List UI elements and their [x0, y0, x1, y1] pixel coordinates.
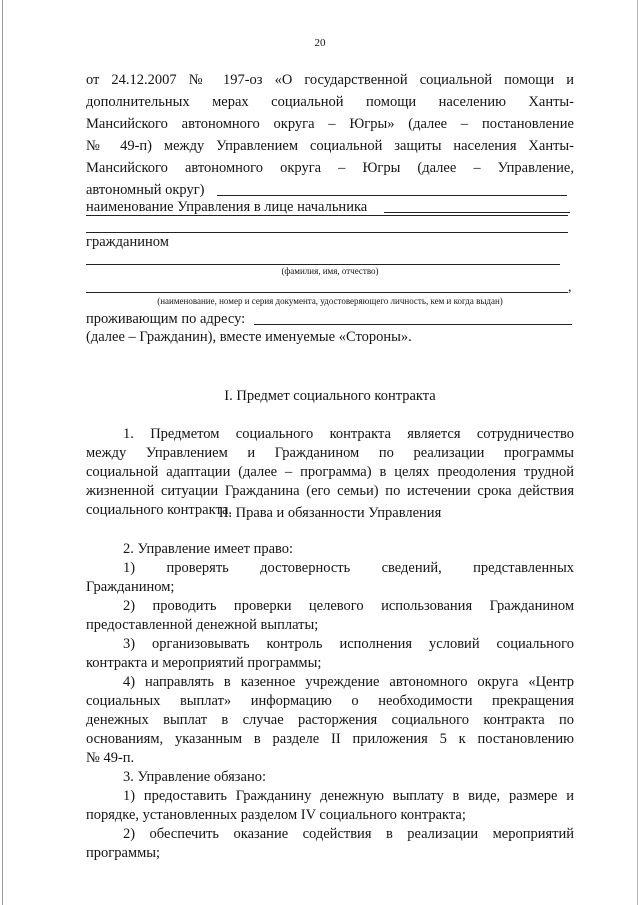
- scan-edge-left: [2, 0, 3, 905]
- text-line: Мансийского автономного округа – Югры» (далее – постановление: [86, 116, 574, 132]
- blank-line: [86, 292, 568, 293]
- text-line: № 49-п.: [86, 750, 135, 766]
- text-line: № 49-п) между Управлением социальной защиты населения Ханты-: [86, 138, 574, 154]
- text-line: между Управлением и Гражданином по реализации программы: [86, 445, 574, 461]
- blank-line: [217, 195, 567, 196]
- text-line: 1) проверять достоверность сведений, представленных: [123, 560, 574, 576]
- comma-mark: ,: [568, 280, 572, 295]
- parties-text: (далее – Гражданин), вместе именуемые «Стороны».: [86, 329, 412, 345]
- text-line: денежных выплат в случае расторжения социального контракта по: [86, 712, 574, 728]
- text-line: 2) проводить проверки целевого использования Гражданином: [123, 598, 574, 614]
- fio-note: (фамилия, имя, отчество): [281, 266, 379, 276]
- text-line: 1. Предметом социального контракта является сотрудничество: [123, 426, 574, 442]
- document-note: (наименование, номер и серия документа, удостоверяющего личность, кем и когда выдан): [157, 296, 503, 306]
- text-line: контракта и мероприятий программы;: [86, 655, 322, 671]
- text-line: программы;: [86, 845, 161, 861]
- text-line: порядке, установленных разделом IV социального контракта;: [86, 807, 466, 823]
- text-line: 4) направлять в казенное учреждение автономного округа «Центр: [123, 674, 574, 690]
- text-line: 2. Управление имеет право:: [123, 541, 294, 557]
- text-line: социального контракта.: [86, 502, 233, 518]
- text-line: Гражданином;: [86, 579, 175, 595]
- text-line: основаниям, указанным в разделе II приложения 5 к постановлению: [86, 731, 574, 747]
- text-line: автономный округ): [86, 182, 205, 198]
- scan-edge-right: [637, 0, 638, 905]
- text-line: 3) организовывать контроль исполнения условий социального: [123, 636, 574, 652]
- blank-line: [384, 212, 570, 213]
- page-number: 20: [314, 37, 326, 49]
- citizen-label: гражданином: [86, 234, 169, 250]
- address-label: проживающим по адресу:: [86, 311, 246, 327]
- text-line: социальных выплат» информацию о необходимости прекращения: [86, 693, 574, 709]
- blank-line: [86, 264, 560, 265]
- text-line: Мансийского автономного округа – Югры (далее – Управление,: [86, 160, 574, 176]
- text-line: от 24.12.2007 № 197-оз «О государственной социальной помощи и: [86, 72, 574, 88]
- section-heading: I. Предмет социального контракта: [224, 388, 436, 404]
- text-line: социальной адаптации (далее – программа) в целях преодоления трудной: [86, 464, 574, 480]
- text-line: 2) обеспечить оказание содействия в реализации мероприятий: [123, 826, 574, 842]
- management-name-label: наименование Управления в лице начальника: [86, 199, 368, 215]
- blank-line: [254, 324, 572, 325]
- text-line: дополнительных мерах социальной помощи населению Ханты-: [86, 94, 574, 110]
- section-heading: II. Права и обязанности Управления: [218, 505, 442, 521]
- text-line: 3. Управление обязано:: [123, 769, 266, 785]
- text-line: жизненной ситуации Гражданина (его семьи) по истечении срока действия: [86, 483, 574, 499]
- text-line: предоставленной денежной выплаты;: [86, 617, 319, 633]
- text-line: 1) предоставить Гражданину денежную выплату в виде, размере и: [123, 788, 574, 804]
